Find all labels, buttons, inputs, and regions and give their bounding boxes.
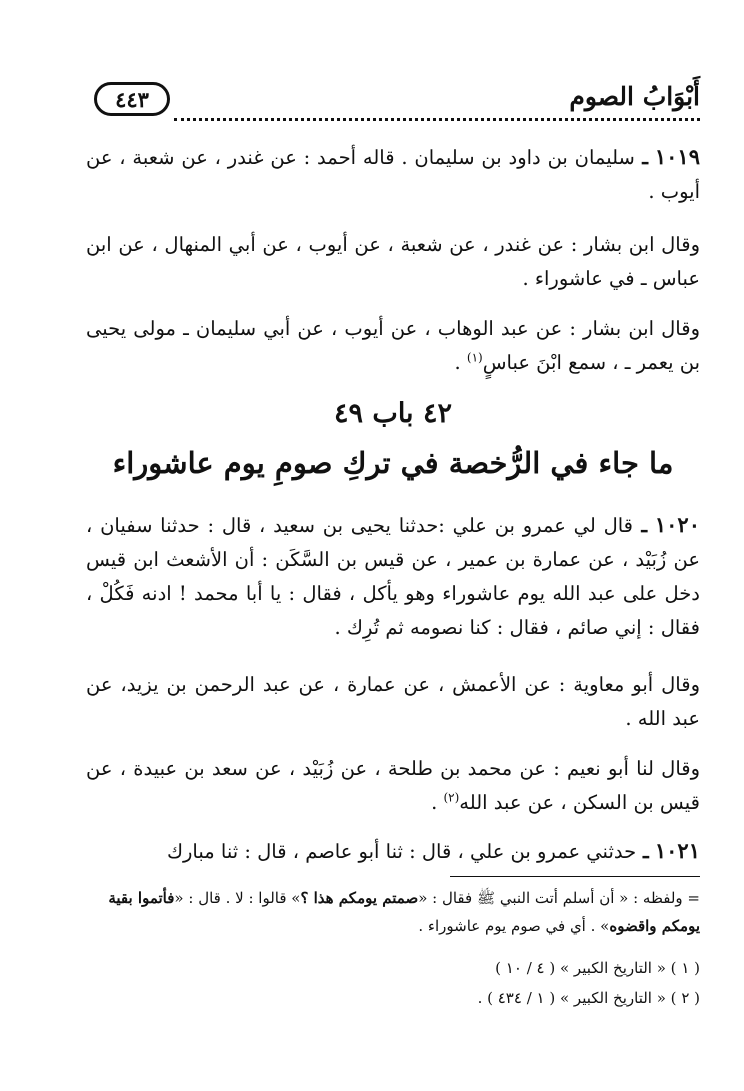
footnote-1: ( ١ ) « التاريخ الكبير » ( ٤ / ١٠ ) <box>495 959 700 977</box>
hadith-text: سليمان بن داود بن سليمان . قاله أحمد : عن غندر ، عن شعبة ، عن أيوب . <box>86 146 700 203</box>
number-dash: ـ <box>636 840 649 863</box>
paragraph-text: وقال ابن بشار : عن عبد الوهاب ، عن أيوب ، عن أبي سليمان ـ مولى يحيى بن يعمر ـ ، سمع ابْنَ عباسٍ <box>86 317 700 374</box>
footnote-ref-1: (١) <box>466 350 483 365</box>
paragraph-end: . <box>431 791 444 814</box>
hadith-1021 <box>86 834 700 869</box>
page-header <box>88 78 700 124</box>
paragraph-ibn-bashar-1: وقال ابن بشار : عن غندر ، عن شعبة ، عن أيوب ، عن أبي المنهال ، عن ابن عباس ـ في عاشوراء . <box>86 233 700 290</box>
hadith-text: حدثني عمرو بن علي ، قال : ثنا أبو عاصم ، قال : ثنا مبارك <box>166 840 637 863</box>
footnote-ref-2: (٢) <box>443 790 460 805</box>
chapter-number: ٤٢ باب ٤٩ <box>334 398 452 429</box>
page-number: ٤٤٣ <box>94 82 170 116</box>
chapter-title: ما جاء في الرُّخصة في تركِ صومِ يوم عاشوراء <box>112 446 674 480</box>
footnote-text: = ولفظه : « أن أسلم أتت النبي ﷺ فقال : « <box>418 889 700 907</box>
paragraph-abu-muawiya: وقال أبو معاوية : عن الأعمش ، عن عمارة ، عن عبد الرحمن بن يزيد، عن عبد الله . <box>86 673 700 730</box>
footnote-quote-1: صمتم يومكم هذا ؟ <box>300 889 419 907</box>
hadith-1019 <box>86 140 700 209</box>
hadith-number: ١٠٢٠ <box>654 512 700 537</box>
paragraph-text: وقال لنا أبو نعيم : عن محمد بن طلحة ، عن زُبَيْد ، عن سعد بن عبيدة ، عن قيس بن السكن ، عن عبد الله <box>86 757 700 814</box>
paragraph-ibn-bashar-2 <box>86 312 700 380</box>
hadith-text: قال لي عمرو بن علي :حدثنا يحيى بن سعيد ، قال : حدثنا سفيان ، عن زُبَيْد ، عن عمارة بن عمير ، عن قيس بن السَّكَن : أن الأشعث ابن قيس دخل على عبد الله يوم عاشوراء وهو يأكل ، فقال : يا أبا محمد ! ادنه فَكُلْ ، فقال : إني صائم ، فقال : كنا نصومه ثم تُرِك . <box>86 514 700 639</box>
footnote-text: » قالوا : لا . قال : « <box>174 889 301 907</box>
hadith-number: ١٠١٩ <box>654 144 700 169</box>
hadith-number: ١٠٢١ <box>654 838 700 863</box>
footnote-quote-2: فأتموا بقية يومكم واقضوه <box>108 889 700 935</box>
header-dotted-rule <box>174 118 700 121</box>
number-dash: ـ <box>634 146 649 169</box>
footnote-text: » . أي في صوم يوم عاشوراء . <box>418 917 610 935</box>
hadith-1020 <box>86 508 700 645</box>
footnote-separator <box>450 876 700 877</box>
paragraph-abu-nuaim <box>86 752 700 820</box>
paragraph-end: . <box>454 351 467 374</box>
running-title: أَبْوَابُ الصوم <box>569 82 700 111</box>
footnote-2: ( ٢ ) « التاريخ الكبير » ( ١ / ٤٣٤ ) . <box>477 989 700 1007</box>
number-dash: ـ <box>633 514 648 537</box>
footnote-continuation <box>86 884 700 940</box>
